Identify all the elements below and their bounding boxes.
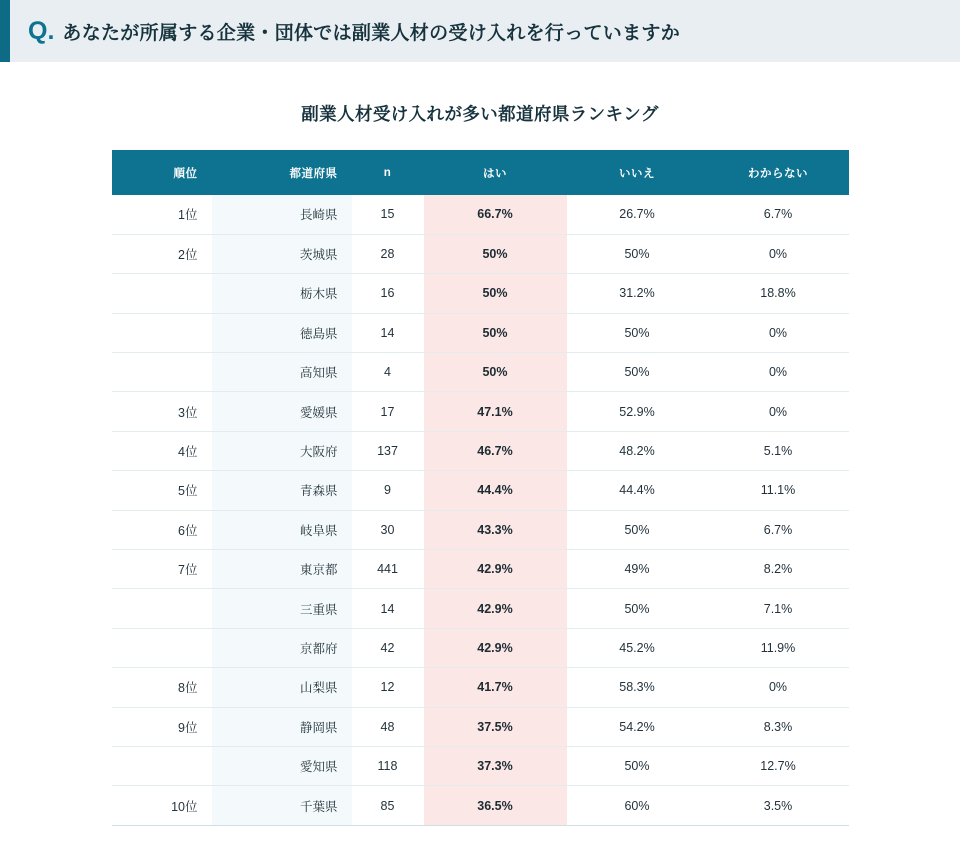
cell-unknown: 5.1% bbox=[708, 431, 849, 470]
cell-yes: 50% bbox=[424, 313, 567, 352]
table-row bbox=[112, 234, 849, 273]
cell-rank bbox=[112, 274, 212, 313]
cell-no: 48.2% bbox=[567, 431, 708, 470]
cell-yes: 37.5% bbox=[424, 707, 567, 746]
cell-n: 14 bbox=[352, 589, 424, 628]
cell-yes: 47.1% bbox=[424, 392, 567, 431]
question-text: あなたが所属する企業・団体では副業人材の受け入れを行っていますか bbox=[62, 22, 681, 44]
table-header bbox=[112, 150, 849, 195]
cell-rank bbox=[112, 353, 212, 392]
cell-prefecture: 愛知県 bbox=[212, 746, 352, 785]
table-row bbox=[112, 313, 849, 352]
cell-rank: 10位 bbox=[112, 786, 212, 825]
cell-no: 50% bbox=[567, 353, 708, 392]
cell-n: 9 bbox=[352, 471, 424, 510]
cell-no: 52.9% bbox=[567, 392, 708, 431]
cell-rank: 1位 bbox=[112, 195, 212, 234]
table-row bbox=[112, 471, 849, 510]
cell-n: 14 bbox=[352, 313, 424, 352]
cell-no: 26.7% bbox=[567, 195, 708, 234]
cell-rank bbox=[112, 589, 212, 628]
table-row bbox=[112, 746, 849, 785]
cell-yes: 42.9% bbox=[424, 550, 567, 589]
cell-rank: 4位 bbox=[112, 431, 212, 470]
cell-rank bbox=[112, 746, 212, 785]
cell-n: 42 bbox=[352, 628, 424, 667]
cell-unknown: 12.7% bbox=[708, 746, 849, 785]
table-row bbox=[112, 707, 849, 746]
cell-prefecture: 青森県 bbox=[212, 471, 352, 510]
cell-n: 17 bbox=[352, 392, 424, 431]
cell-n: 48 bbox=[352, 707, 424, 746]
cell-prefecture: 高知県 bbox=[212, 353, 352, 392]
cell-rank: 5位 bbox=[112, 471, 212, 510]
cell-n: 137 bbox=[352, 431, 424, 470]
cell-prefecture: 東京都 bbox=[212, 550, 352, 589]
cell-unknown: 18.8% bbox=[708, 274, 849, 313]
cell-no: 60% bbox=[567, 786, 708, 825]
cell-unknown: 6.7% bbox=[708, 510, 849, 549]
ranking-table-wrapper bbox=[112, 150, 849, 826]
table-header-row bbox=[112, 150, 849, 195]
cell-unknown: 0% bbox=[708, 392, 849, 431]
table-row bbox=[112, 510, 849, 549]
table-row bbox=[112, 392, 849, 431]
column-header-n: n bbox=[352, 150, 424, 195]
cell-n: 4 bbox=[352, 353, 424, 392]
column-header-unknown: わからない bbox=[708, 150, 849, 195]
table-row bbox=[112, 195, 849, 234]
cell-yes: 50% bbox=[424, 274, 567, 313]
table-row bbox=[112, 431, 849, 470]
cell-prefecture: 京都府 bbox=[212, 628, 352, 667]
cell-no: 50% bbox=[567, 510, 708, 549]
cell-rank: 6位 bbox=[112, 510, 212, 549]
column-header-no: いいえ bbox=[567, 150, 708, 195]
cell-yes: 41.7% bbox=[424, 668, 567, 707]
ranking-table bbox=[112, 150, 849, 826]
cell-prefecture: 岐阜県 bbox=[212, 510, 352, 549]
cell-unknown: 3.5% bbox=[708, 786, 849, 825]
cell-prefecture: 山梨県 bbox=[212, 668, 352, 707]
cell-n: 85 bbox=[352, 786, 424, 825]
cell-prefecture: 愛媛県 bbox=[212, 392, 352, 431]
cell-n: 30 bbox=[352, 510, 424, 549]
cell-n: 28 bbox=[352, 234, 424, 273]
cell-rank: 7位 bbox=[112, 550, 212, 589]
cell-yes: 44.4% bbox=[424, 471, 567, 510]
cell-no: 50% bbox=[567, 589, 708, 628]
cell-unknown: 0% bbox=[708, 313, 849, 352]
column-header-prefecture: 都道府県 bbox=[212, 150, 352, 195]
column-header-rank: 順位 bbox=[112, 150, 212, 195]
cell-prefecture: 静岡県 bbox=[212, 707, 352, 746]
cell-unknown: 8.2% bbox=[708, 550, 849, 589]
cell-prefecture: 栃木県 bbox=[212, 274, 352, 313]
cell-yes: 50% bbox=[424, 353, 567, 392]
cell-rank bbox=[112, 628, 212, 667]
cell-unknown: 0% bbox=[708, 353, 849, 392]
table-row bbox=[112, 628, 849, 667]
table-row bbox=[112, 550, 849, 589]
cell-n: 16 bbox=[352, 274, 424, 313]
cell-rank bbox=[112, 313, 212, 352]
cell-no: 50% bbox=[567, 313, 708, 352]
chart-title: 副業人材受け入れが多い都道府県ランキング bbox=[301, 104, 659, 124]
cell-yes: 50% bbox=[424, 234, 567, 273]
cell-no: 50% bbox=[567, 234, 708, 273]
table-row bbox=[112, 353, 849, 392]
cell-n: 118 bbox=[352, 746, 424, 785]
cell-no: 45.2% bbox=[567, 628, 708, 667]
cell-no: 50% bbox=[567, 746, 708, 785]
cell-yes: 43.3% bbox=[424, 510, 567, 549]
table-body bbox=[112, 195, 849, 825]
accent-bar bbox=[0, 0, 10, 62]
cell-no: 54.2% bbox=[567, 707, 708, 746]
cell-unknown: 0% bbox=[708, 234, 849, 273]
cell-n: 12 bbox=[352, 668, 424, 707]
table-row bbox=[112, 668, 849, 707]
cell-rank: 3位 bbox=[112, 392, 212, 431]
column-header-yes: はい bbox=[424, 150, 567, 195]
cell-no: 44.4% bbox=[567, 471, 708, 510]
table-row bbox=[112, 274, 849, 313]
cell-unknown: 6.7% bbox=[708, 195, 849, 234]
cell-unknown: 11.1% bbox=[708, 471, 849, 510]
cell-prefecture: 大阪府 bbox=[212, 431, 352, 470]
cell-unknown: 7.1% bbox=[708, 589, 849, 628]
question-banner bbox=[0, 0, 960, 62]
cell-unknown: 0% bbox=[708, 668, 849, 707]
cell-yes: 66.7% bbox=[424, 195, 567, 234]
cell-rank: 2位 bbox=[112, 234, 212, 273]
cell-prefecture: 徳島県 bbox=[212, 313, 352, 352]
cell-unknown: 8.3% bbox=[708, 707, 849, 746]
cell-no: 49% bbox=[567, 550, 708, 589]
cell-yes: 36.5% bbox=[424, 786, 567, 825]
cell-prefecture: 三重県 bbox=[212, 589, 352, 628]
cell-yes: 46.7% bbox=[424, 431, 567, 470]
question-mark-label: Q. bbox=[28, 16, 55, 45]
cell-no: 58.3% bbox=[567, 668, 708, 707]
cell-prefecture: 長崎県 bbox=[212, 195, 352, 234]
cell-n: 15 bbox=[352, 195, 424, 234]
cell-n: 441 bbox=[352, 550, 424, 589]
cell-yes: 42.9% bbox=[424, 589, 567, 628]
cell-rank: 9位 bbox=[112, 707, 212, 746]
cell-prefecture: 千葉県 bbox=[212, 786, 352, 825]
cell-unknown: 11.9% bbox=[708, 628, 849, 667]
table-row bbox=[112, 786, 849, 825]
table-row bbox=[112, 589, 849, 628]
cell-yes: 37.3% bbox=[424, 746, 567, 785]
cell-yes: 42.9% bbox=[424, 628, 567, 667]
cell-prefecture: 茨城県 bbox=[212, 234, 352, 273]
cell-rank: 8位 bbox=[112, 668, 212, 707]
cell-no: 31.2% bbox=[567, 274, 708, 313]
